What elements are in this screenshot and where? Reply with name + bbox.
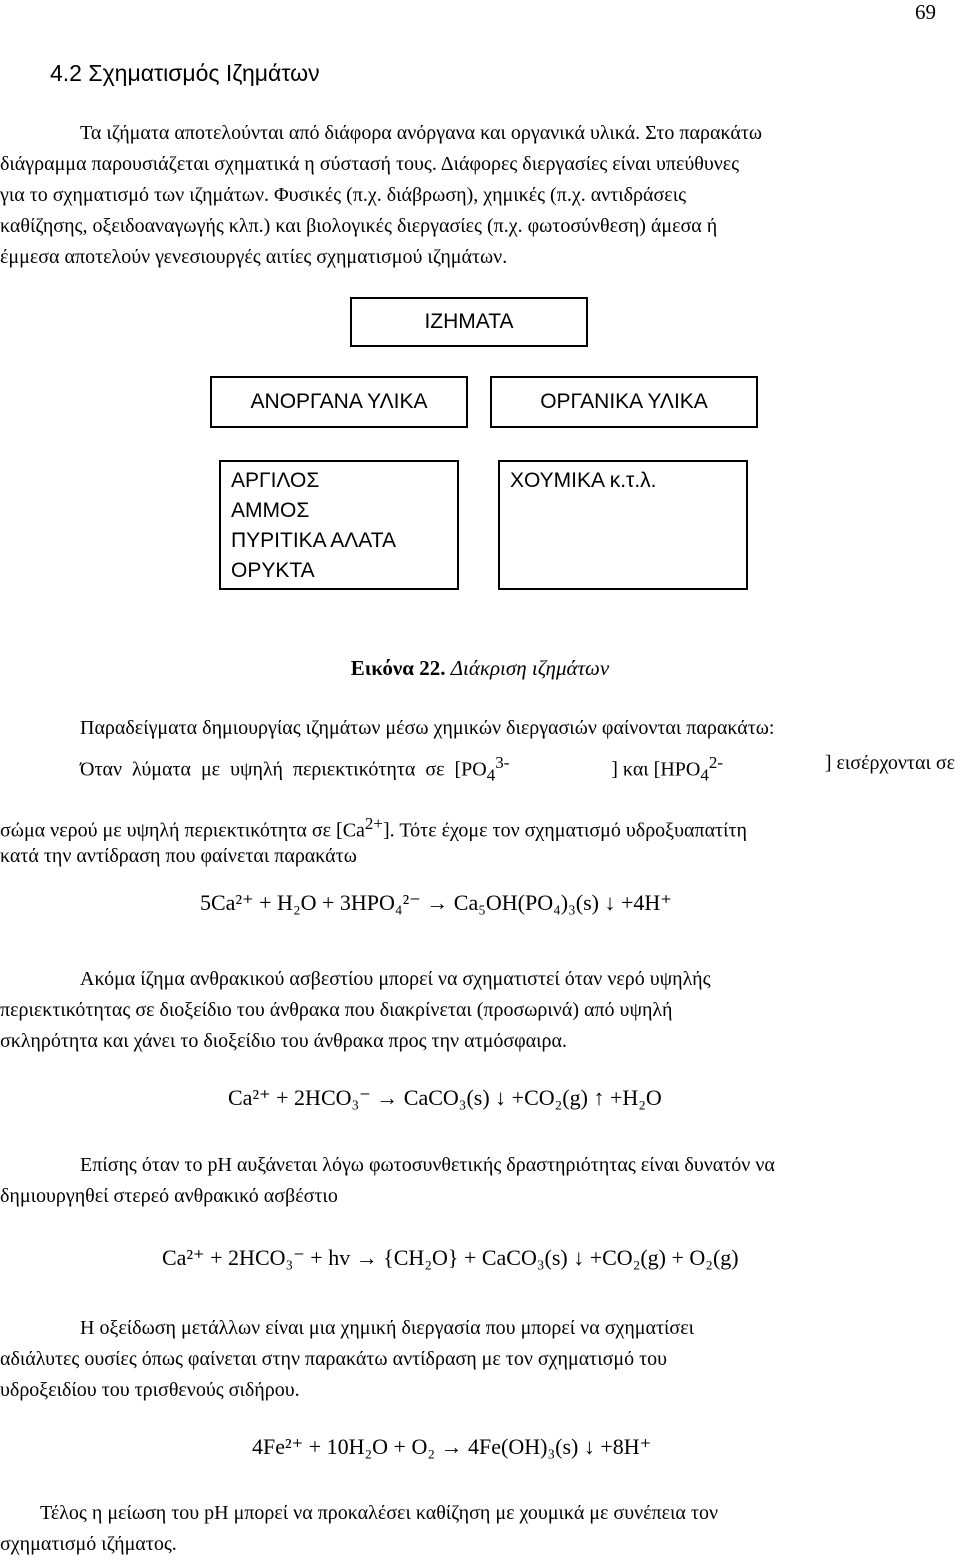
oxidation-line: αδιάλυτες ουσίες όπως φαίνεται στην παρακάτω αντίδραση με τον σχηματισμό του <box>0 1348 668 1370</box>
ph-line: Επίσης όταν το pH αυξάνεται λόγω φωτοσυνθετικής δραστηριότητας είναι δυνατόν να <box>80 1154 775 1176</box>
phosphate-text-5: ]. Τότε έχομε τον σχηματισμό υδροξυαπατίτη <box>383 819 747 842</box>
diagram-organic-label: ΟΡΓΑΝΙΚΑ ΥΛΙΚΑ <box>540 390 708 413</box>
eq3-content: Ca²⁺ + 2HCO₃⁻ + hv → {CH₂O} + CaCO₃(s) ↓ +CO₂(g) + O₂(g) <box>162 1245 739 1270</box>
equation-2 <box>228 1085 662 1111</box>
oxidation-line: Η οξείδωση μετάλλων είναι μια χημική διεργασία που μπορεί να σχηματίσει <box>80 1317 694 1339</box>
eq2-content: Ca²⁺ + 2HCO₃⁻ → CaCO₃(s) ↓ +CO₂(g) ↑ +H₂O <box>228 1085 662 1110</box>
carbonate-paragraph <box>0 964 960 1057</box>
examples-intro: Παραδείγματα δημιουργίας ιζημάτων μέσω χημικών διεργασιών φαίνονται παρακάτω: <box>80 717 775 739</box>
ph-paragraph <box>0 1150 960 1212</box>
intro-paragraph <box>0 118 960 273</box>
final-line: σχηματισμό ιζήματος. <box>0 1533 177 1555</box>
phosphate-sub-1: 4 <box>486 765 496 785</box>
phosphate-text-3: ] εισέρχονται σε <box>824 752 955 774</box>
carbonate-line: σκληρότητα και χάνει το διοξείδιο του άνθρακα προς την ατμόσφαιρα. <box>0 1030 567 1052</box>
equation-1 <box>200 890 672 916</box>
eq1-content: 5Ca²⁺ + H₂O + 3HPO₄²⁻ → Ca₅OH(PO₄)₃(s) ↓ +4H⁺ <box>200 890 672 915</box>
diagram-organic-box <box>490 376 758 428</box>
carbonate-line: Ακόμα ίζημα ανθρακικού ασβεστίου μπορεί να σχηματιστεί όταν νερό υψηλής <box>80 968 711 990</box>
section-title: 4.2 Σχηματισμός Ιζημάτων <box>50 60 320 86</box>
intro-line: διάγραμμα παρουσιάζεται σχηματικά η σύστασή τους. Διάφορες διεργασίες είναι υπεύθυνες <box>0 153 740 175</box>
intro-line: Τα ιζήματα αποτελούνται από διάφορα ανόργανα και οργανικά υλικά. Στο παρακάτω <box>80 122 763 144</box>
oxidation-paragraph <box>0 1313 960 1406</box>
ph-line: δημιουργηθεί στερεό ανθρακικό ασβέστιο <box>0 1185 338 1207</box>
caption-label: Εικόνα 22. <box>350 656 446 680</box>
eq4-content: 4Fe²⁺ + 10H₂O + O₂ → 4Fe(OH)₃(s) ↓ +8H⁺ <box>252 1434 652 1459</box>
phosphate-sup-3: 2+ <box>364 814 384 833</box>
diagram-root-box <box>350 297 588 347</box>
phosphate-sub-2: 4 <box>700 765 709 785</box>
equation-3 <box>162 1245 739 1271</box>
phosphate-part-b <box>611 746 723 793</box>
caption-text: Διάκριση ιζημάτων <box>450 656 610 680</box>
diagram-organic-items-box <box>498 460 748 590</box>
phosphate-sup-2: 2- <box>708 753 724 772</box>
phosphate-sup-1: 3- <box>495 753 510 772</box>
diagram-inorganic-items-box <box>219 460 459 590</box>
diagram-inorganic-box <box>210 376 468 428</box>
equation-4 <box>252 1434 651 1460</box>
final-paragraph <box>0 1498 960 1560</box>
diagram-inorganic-item: ΑΡΓΙΛΟΣ <box>231 469 320 492</box>
phosphate-part-a <box>80 746 509 793</box>
phosphate-line-1-text <box>80 746 955 793</box>
diagram-inorganic-item: ΑΜΜΟΣ <box>231 499 310 522</box>
phosphate-line-1 <box>80 746 960 793</box>
final-line: Τέλος η μείωση του pH μπορεί να προκαλέσει καθίζηση με χουμικά με συνέπεια τον <box>40 1502 718 1524</box>
figure-caption <box>0 656 960 681</box>
phosphate-text-1: Όταν λύματα με υψηλή περιεκτικότητα σε [PO <box>80 758 487 781</box>
phosphate-line-3: κατά την αντίδραση που φαίνεται παρακάτω <box>0 845 357 867</box>
carbonate-line: περιεκτικότητας σε διοξείδιο του άνθρακα που διακρίνεται (προσωρινά) από υψηλή <box>0 999 673 1021</box>
diagram-root-label: ΙΖΗΜΑΤΑ <box>424 310 514 333</box>
intro-line: για το σχηματισμό των ιζημάτων. Φυσικές (π.χ. διάβρωση), χημικές (π.χ. αντιδράσεις <box>0 184 686 206</box>
intro-line: έμμεσα αποτελούν γενεσιουργές αιτίες σχηματισμού ιζημάτων. <box>0 246 508 268</box>
oxidation-line: υδροξειδίου του τρισθενούς σιδήρου. <box>0 1379 300 1401</box>
diagram-inorganic-item: ΟΡΥΚΤΑ <box>231 559 315 582</box>
diagram-inorganic-item: ΠΥΡΙΤΙΚΑ ΑΛΑΤΑ <box>231 529 396 552</box>
diagram-inorganic-label: ΑΝΟΡΓΑΝΑ ΥΛΙΚΑ <box>250 390 428 413</box>
phosphate-text-2: ] και [HPO <box>611 758 701 781</box>
diagram-organic-item: ΧΟΥΜΙΚΑ κ.τ.λ. <box>510 469 657 492</box>
phosphate-text-4: σώμα νερού με υψηλή περιεκτικότητα σε [Ca <box>0 819 365 842</box>
intro-line: καθίζησης, οξειδοαναγωγής κλπ.) και βιολογικές διεργασίες (π.χ. φωτοσύνθεση) άμεσα ή <box>0 215 718 237</box>
page-number: 69 <box>915 0 936 24</box>
